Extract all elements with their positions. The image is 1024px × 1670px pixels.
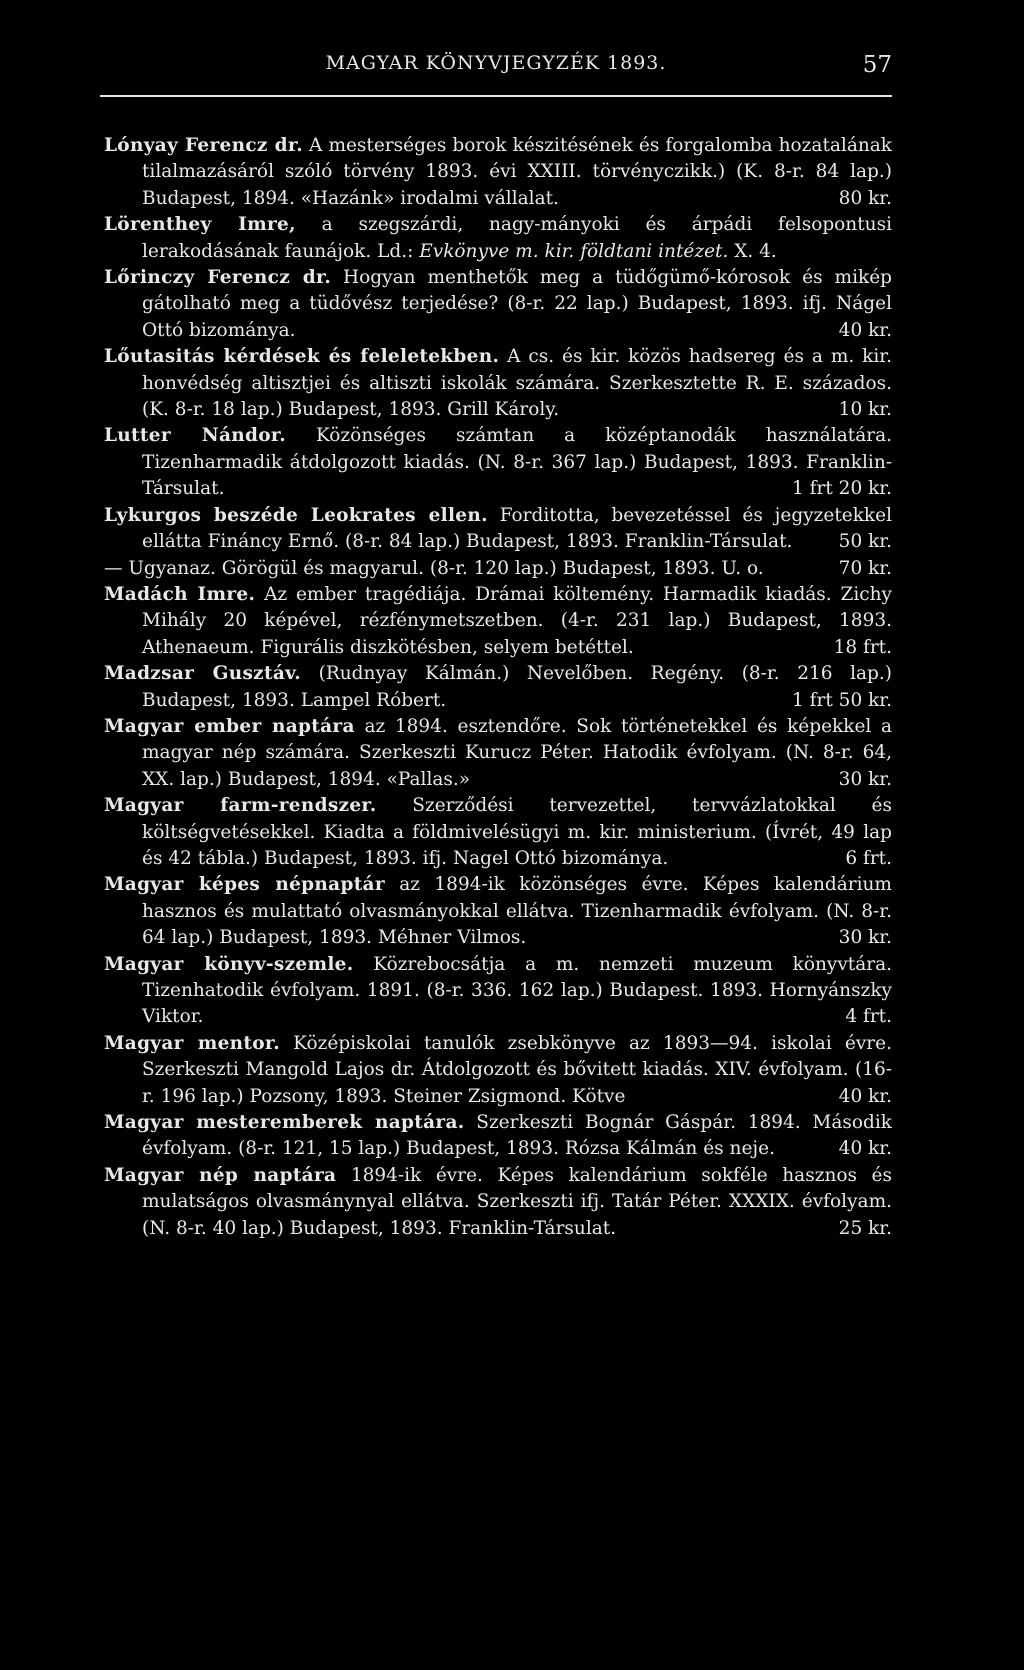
list-item bbox=[104, 714, 892, 793]
entry-title: Magyar mesteremberek naptára. bbox=[104, 1112, 465, 1134]
entry-price: 10 kr. bbox=[838, 399, 892, 421]
entry-title: Magyar könyv-szemle. bbox=[104, 953, 354, 975]
entry-price: 6 frt. bbox=[845, 847, 892, 869]
entry-title: Magyar ember naptára bbox=[104, 715, 355, 737]
entry-title: Magyar mentor. bbox=[104, 1032, 280, 1054]
entry-title: Lónyay Ferencz dr. bbox=[104, 135, 303, 156]
entry-price: 30 kr. bbox=[838, 927, 892, 949]
list-item bbox=[104, 556, 892, 582]
list-item bbox=[104, 503, 892, 556]
entry-title: Madzsar Gusztáv. bbox=[104, 663, 302, 685]
list-item bbox=[104, 265, 892, 344]
list-item bbox=[104, 133, 892, 212]
entry-body: a szegszárdi, nagy-mányoki és árpádi felsopontusi lerakodásának faunájok. Ld.: bbox=[142, 214, 892, 262]
entry-title: Lutter Nándor. bbox=[104, 425, 286, 447]
entry-body: A mesterséges borok készitésének és forgalomba hozatalának tilalmazásáról szóló törvény 1893. évi XXIII. törvényczikk.) (K. 8-r. 84 lap.) Budapest, 1894. «Hazánk» irodalmi vállalat. bbox=[142, 135, 893, 209]
page-number: 57 bbox=[862, 52, 892, 78]
entry-price: 25 kr. bbox=[838, 1217, 892, 1239]
list-item bbox=[104, 1110, 892, 1163]
entry-body: Hogyan menthetők meg a tüdőgümő-kórosok és mikép gátolható meg a tüdővész terjedése? (8-r. 22 lap.) Budapest, 1893. ifj. Nágel Ottó bizománya. bbox=[142, 267, 892, 341]
entry-body-after: X. 4. bbox=[734, 240, 777, 262]
entry-price: 1 frt 50 kr. bbox=[792, 689, 892, 711]
entry-title: Madách Imre. bbox=[104, 583, 256, 605]
entry-body: Közönséges számtan a középtanodák használatára. Tizenharmadik átdolgozott kiadás. (N. 8-r. 367 lap.) Budapest, 1893. Franklin-Társulat. bbox=[142, 425, 892, 500]
page-header bbox=[100, 52, 892, 88]
entry-price: 4 frt. bbox=[845, 1006, 892, 1028]
entry-title: Lőrinczy Ferencz dr. bbox=[104, 267, 332, 289]
bibliography-entries bbox=[104, 133, 892, 1242]
entry-title: Magyar farm-rendszer. bbox=[104, 795, 377, 817]
entry-italic-reference: Evkönyve m. kir. földtani intézet. bbox=[419, 240, 729, 262]
entry-body: Közrebocsátja a m. nemzeti muzeum könyvtára. Tizenhatodik évfolyam. 1891. (8-r. 336. 162 lap.) Budapest. 1893. Hornyánszky Viktor. bbox=[142, 953, 892, 1028]
entry-price: 40 kr. bbox=[838, 1138, 892, 1160]
entry-price: 50 kr. bbox=[838, 531, 892, 553]
entry-title: Lykurgos beszéde Leokrates ellen. bbox=[104, 504, 488, 526]
list-item bbox=[104, 344, 892, 423]
list-item bbox=[104, 582, 892, 661]
entry-body: 1894-ik évre. Képes kalendárium sokféle hasznos és mulatságos olvasmánynyal ellátva. Szerkeszti ifj. Tatár Péter. XXXIX. évfolyam. (N. 8-r. 40 lap.) Budapest, 1893. Franklin-Társulat. bbox=[142, 1164, 892, 1239]
entry-body: az 1894-ik közönséges évre. Képes kalendárium hasznos és mulattató olvasmányokkal ellátva. Tizenharmadik évfolyam. (N. 8-r. 64 lap.) Budapest, 1893. Méhner Vilmos. bbox=[142, 874, 892, 949]
entry-title: Magyar nép naptára bbox=[104, 1164, 337, 1186]
entry-body: Szerkeszti Bognár Gáspár. 1894. Második évfolyam. (8-r. 121, 15 lap.) Budapest, 1893. Rózsa Kálmán és neje. bbox=[142, 1112, 892, 1160]
entry-price: 30 kr. bbox=[838, 768, 892, 790]
entry-price: 70 kr. bbox=[838, 557, 892, 579]
list-item bbox=[104, 212, 892, 265]
list-item bbox=[104, 1163, 892, 1242]
entry-body: Középiskolai tanulók zsebkönyve az 1893—94. iskolai évre. Szerkeszti Mangold Lajos dr. Átdolgozott és bővitett kiadás. XIV. évfolyam. (16-r. 196 lap.) Pozsony, 1893. Steiner Zsigmond. Kötve bbox=[142, 1032, 892, 1107]
entry-price: 1 frt 20 kr. bbox=[792, 478, 892, 500]
list-item bbox=[104, 872, 892, 951]
entry-body: Szerződési tervezettel, tervvázlatokkal és költségvetésekkel. Kiadta a földmivelésügyi m. kir. ministerium. (Ívrét, 49 lap és 42 tábla.) Budapest, 1893. ifj. Nagel Ottó bizománya. bbox=[142, 795, 892, 869]
header-rule bbox=[100, 95, 892, 97]
entry-body: — Ugyanaz. Görögül és magyarul. (8-r. 120 lap.) Budapest, 1893. U. o. bbox=[104, 557, 764, 579]
list-item bbox=[104, 952, 892, 1031]
list-item bbox=[104, 793, 892, 872]
entry-title: Lőutasitás kérdések és feleletekben. bbox=[104, 346, 500, 368]
entry-body: A cs. és kir. közös hadsereg és a m. kir. honvédség altisztjei és altiszti iskolák számára. Szerkesztette R. E. százados. (K. 8-r. 18 lap.) Budapest, 1893. Grill Károly. bbox=[142, 346, 892, 421]
entry-body: (Rudnyay Kálmán.) Nevelőben. Regény. (8-r. 216 lap.) Budapest, 1893. Lampel Róbert. bbox=[142, 663, 892, 711]
running-title: MAGYAR KÖNYVJEGYZÉK 1893. bbox=[325, 52, 667, 74]
entry-title: Lörenthey Imre, bbox=[104, 214, 296, 236]
entry-body: Az ember tragédiája. Drámai költemény. Harmadik kiadás. Zichy Mihály 20 képével, rézfénymetszetben. (4-r. 231 lap.) Budapest, 1893. Athenaeum. Figurális diszkötésben, selyem betéttel. bbox=[142, 583, 892, 658]
entry-price: 40 kr. bbox=[838, 1085, 892, 1107]
entry-price: 80 kr. bbox=[838, 187, 892, 209]
entry-price: 18 frt. bbox=[833, 636, 892, 658]
list-item bbox=[104, 423, 892, 502]
list-item bbox=[104, 1031, 892, 1110]
entry-title: Magyar képes népnaptár bbox=[104, 874, 385, 896]
entry-price: 40 kr. bbox=[838, 319, 892, 341]
entry-body: Forditotta, bevezetéssel és jegyzetekkel ellátta Fináncy Ernő. (8-r. 84 lap.) Budapest, 1893. Franklin-Társulat. bbox=[142, 504, 892, 553]
list-item bbox=[104, 661, 892, 714]
entry-body: az 1894. esztendőre. Sok történetekkel és képekkel a magyar nép számára. Szerkeszti Kurucz Péter. Hatodik évfolyam. (N. 8-r. 64, XX. lap.) Budapest, 1894. «Pallas.» bbox=[142, 715, 892, 790]
